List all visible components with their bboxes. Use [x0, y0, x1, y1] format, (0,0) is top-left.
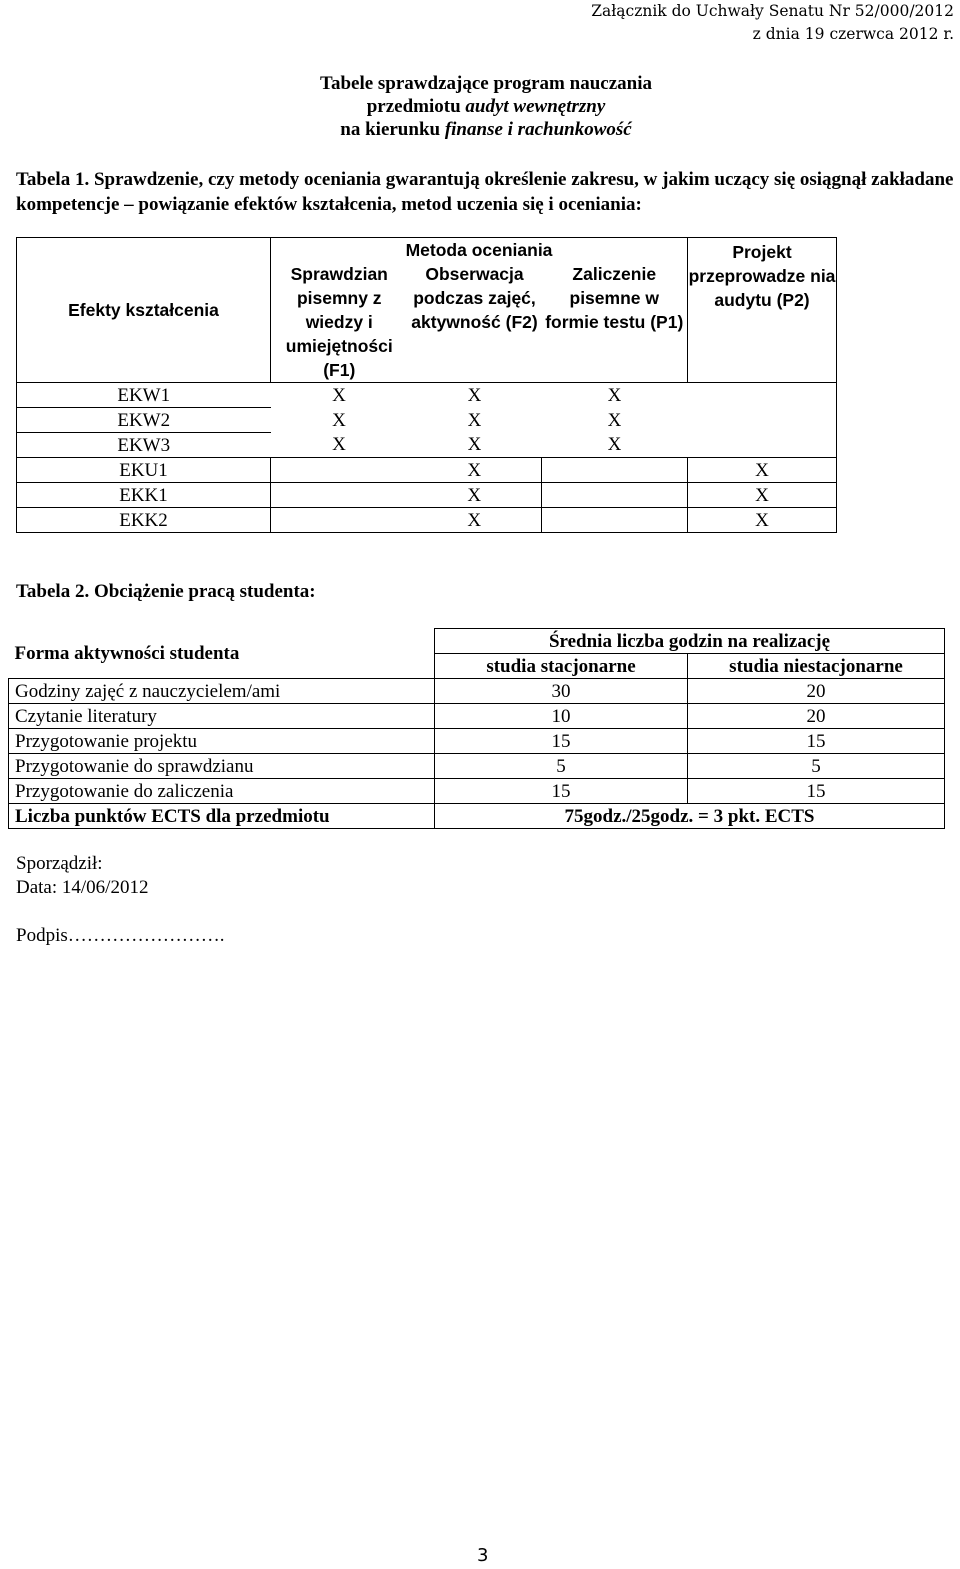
- student-workload-table: [8, 628, 945, 829]
- title-line1: Tabele sprawdzające program nauczania: [320, 73, 652, 94]
- attachment-header-line2: z dnia 19 czerwca 2012 r.: [752, 25, 954, 43]
- title-line3-prefix: na kierunku: [340, 119, 445, 140]
- mark-p2: X: [688, 458, 837, 483]
- activity-name: Czytanie literatury: [9, 704, 435, 729]
- table2-caption: Tabela 2. Obciążenie pracą studenta:: [16, 581, 316, 602]
- date-label: Data: 14/06/2012: [16, 877, 149, 898]
- mark-p2: [688, 433, 837, 458]
- activity-name: Przygotowanie do sprawdzianu: [9, 754, 435, 779]
- table-row: [17, 408, 837, 433]
- activity-name: Przygotowanie projektu: [9, 729, 435, 754]
- hours-full-time: 15: [435, 729, 688, 754]
- attachment-header: [591, 0, 954, 46]
- mark-p2: [688, 383, 837, 408]
- col-part-time-header: studia niestacjonarne: [688, 654, 945, 679]
- table-row: [17, 383, 837, 408]
- col-p2-header: Projekt przeprowadze nia audytu (P2): [688, 238, 837, 383]
- effect-code: EKU1: [17, 458, 271, 483]
- col-p1-header: Zaliczenie pisemne w formie testu (P1): [542, 262, 688, 383]
- mark-p1: [542, 483, 688, 508]
- assessment-method-group-header: Metoda oceniania: [271, 238, 688, 263]
- hours-group-header: Średnia liczba godzin na realizację: [435, 629, 945, 654]
- hours-part-time: 20: [688, 704, 945, 729]
- title-line3: [0, 118, 960, 141]
- activity-name: Godziny zajęć z nauczycielem/ami: [9, 679, 435, 704]
- mark-p1: X: [607, 409, 622, 431]
- table-row: [9, 729, 945, 754]
- mark-f1: X: [332, 409, 346, 431]
- mark-f1: [271, 483, 408, 508]
- hours-full-time: 5: [435, 754, 688, 779]
- mark-f1: X: [332, 384, 346, 406]
- mark-p2: X: [688, 508, 837, 533]
- title-line2: [0, 95, 960, 118]
- activity-name: Przygotowanie do zaliczenia: [9, 779, 435, 804]
- hours-part-time: 15: [688, 779, 945, 804]
- mark-f1: X: [332, 434, 346, 456]
- table-row: [17, 508, 837, 533]
- table-row: [9, 779, 945, 804]
- col-full-time-header: studia stacjonarne: [435, 654, 688, 679]
- col-f1-header: Sprawdzian pisemny z wiedzy i umiejętności (F1): [271, 262, 408, 383]
- mark-f1: [271, 508, 408, 533]
- table-row: [9, 754, 945, 779]
- mark-p2: X: [688, 483, 837, 508]
- table-row: [17, 433, 837, 458]
- col-f2-header: Obserwacja podczas zajęć, aktywność (F2): [408, 262, 542, 383]
- mark-p1: X: [607, 384, 622, 406]
- mark-f2: X: [467, 434, 482, 456]
- prepared-by-label: Sporządził:: [16, 853, 103, 874]
- col-activity-header: Forma aktywności studenta: [14, 642, 240, 664]
- subject-name: audyt wewnętrzny: [465, 96, 606, 117]
- mark-f2: X: [408, 483, 542, 508]
- field-of-study: finanse i rachunkowość: [444, 119, 632, 140]
- table-row: [17, 483, 837, 508]
- mark-f1: [271, 458, 408, 483]
- hours-full-time: 15: [435, 779, 688, 804]
- assessment-methods-table: [16, 237, 837, 533]
- document-title: [0, 72, 960, 141]
- mark-p1: [542, 458, 688, 483]
- ects-total-value: 75godz./25godz. = 3 pkt. ECTS: [435, 804, 945, 829]
- effect-code: EKK2: [17, 508, 271, 533]
- hours-full-time: 30: [435, 679, 688, 704]
- hours-part-time: 15: [688, 729, 945, 754]
- page-number: 3: [477, 1545, 489, 1566]
- mark-f2: X: [467, 409, 482, 431]
- hours-part-time: 5: [688, 754, 945, 779]
- mark-p2: [688, 408, 837, 433]
- effect-code: EKK1: [17, 483, 271, 508]
- col-effects-header: Efekty kształcenia: [17, 238, 271, 383]
- mark-p1: [542, 508, 688, 533]
- ects-total-label: Liczba punktów ECTS dla przedmiotu: [9, 804, 435, 829]
- mark-p1: X: [607, 434, 622, 456]
- mark-f2: X: [408, 458, 542, 483]
- hours-full-time: 10: [435, 704, 688, 729]
- effect-code: EKW1: [17, 383, 271, 408]
- effect-code: EKW2: [17, 408, 271, 433]
- table-row: [9, 704, 945, 729]
- table1-caption: Tabela 1. Sprawdzenie, czy metody oceniania gwarantują określenie zakresu, w jakim uczący się osiągnął zakładane kompetencje – powiązanie efektów kształcenia, metod uczenia się i oceniania:: [16, 169, 954, 215]
- table-row: [9, 679, 945, 704]
- effect-code: EKW3: [17, 433, 271, 458]
- attachment-header-line1: Załącznik do Uchwały Senatu Nr 52/000/2012: [591, 2, 954, 20]
- table-row: [17, 458, 837, 483]
- hours-part-time: 20: [688, 679, 945, 704]
- title-line2-prefix: przedmiotu: [366, 96, 466, 117]
- mark-f2: X: [408, 508, 542, 533]
- mark-f2: X: [467, 384, 482, 406]
- signature-line: Podpis…………………….: [16, 925, 225, 946]
- ects-total-row: [9, 804, 945, 829]
